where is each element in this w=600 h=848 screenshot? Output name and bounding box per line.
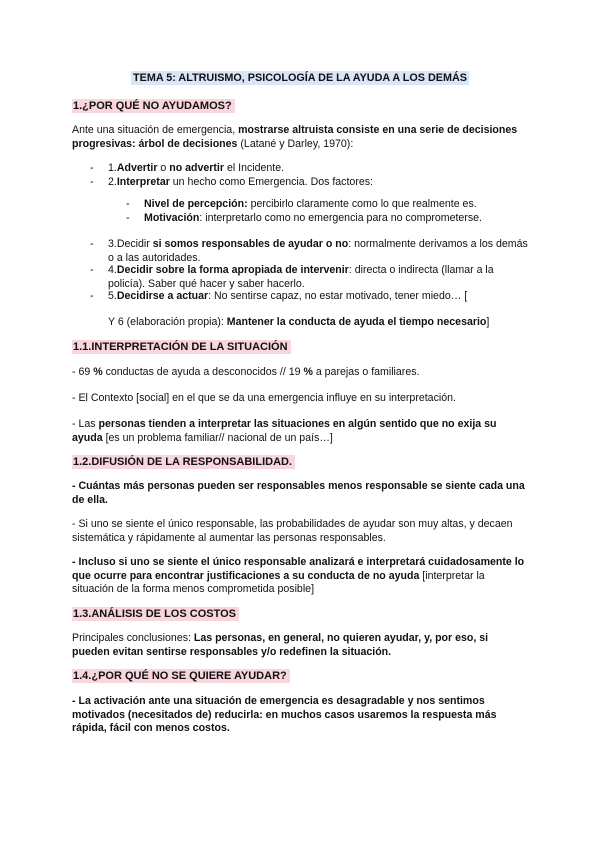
- paragraph: - Las personas tienden a interpretar las situaciones en algún sentido que no exija su ayuda [es un problema familiar// nacional de un país…]: [72, 418, 497, 444]
- intro-paragraph: Ante una situación de emergencia, mostrarse altruista consiste en una serie de decisiones progresivas: árbol de decisiones (Latané y Darley, 1970):: [72, 124, 518, 150]
- paragraph: - Incluso si uno se siente el único responsable analizará e interpretará cuidadosamente lo que ocurre para encontrar justificaciones a su conducta de no ayuda [interpretar la situación de la forma menos comprometida posible]: [72, 556, 525, 596]
- heading-costs: 1.3.ANÁLISIS DE LOS COSTOS: [72, 608, 239, 622]
- paragraph: - 69 % conductas de ayuda a desconocidos // 19 % a parejas o familiares.: [72, 366, 420, 378]
- heading-why-not-help: 1.4.¿POR QUÉ NO SE QUIERE AYUDAR?: [72, 670, 290, 684]
- heading-diffusion: 1.2.DIFUSIÓN DE LA RESPONSABILIDAD.: [72, 456, 295, 470]
- document-page: TEMA 5: ALTRUISMO, PSICOLOGÍA DE LA AYUDA A LOS DEMÁS 1.¿POR QUÉ NO AYUDAMOS? Ante una situación de emergencia, mostrarse altruista consiste en una serie de decisiones progresivas: árbol de decisiones (Latané y Darley, 1970): - 1.Advertir o no advertir el Incidente. - 2.Interpretar un hecho como Emergencia. Dos factores: - Nivel de percepción: percibirlo claramente como lo que realmente es. - Motivación: interpretarlo como no emergencia para no comprometerse. - 3.Decidir si somos responsables de ayudar o no: normalmente derivamos a los demás o a las autoridades. - 4.Decidir sobre la forma apropiada de intervenir: directa o indirecta (llamar a la policía). Saber qué hacer y saber hacerlo. - 5.Decidirse a actuar: No sentirse capaz, no estar motivado, tener miedo… [ Y 6 (elaboración propia): Mantener la conducta de ayuda el tiempo necesario] 1.1.INTERPRETACIÓN DE LA SITUACIÓN - 69 % conductas de ayuda a desconocidos // 19 % a parejas o familiares. - El Contexto [social] en el que se da una emergencia influye en su interpretación. - Las personas tienden a interpretar las situaciones en algún sentido que no exija su ayuda [es un problema familiar// nacional de un país…] 1.2.DIFUSIÓN DE LA RESPONSABILIDAD. - Cuántas más personas pueden ser responsables menos responsable se siente cada una de ella. - Si uno se siente el único responsable, las probabilidades de ayudar son muy altas, y decaen sistemática y rápidamente al aumentar las personas responsables. - Incluso si uno se siente el único responsable analizará e interpretará cuidadosamente lo que ocurre para encontrar justificaciones a su conducta de no ayuda [interpretar la situación de la forma menos comprometida posible] 1.3.ANÁLISIS DE LOS COSTOS Principales conclusiones: Las personas, en general, no quieren ayudar, y, por eso, si pueden evitan sentirse responsables y/o redefinen la situación. 1.4.¿POR QUÉ NO SE QUIERE AYUDAR? - La activación ante una situación de emergencia es desagradable y nos sentimos motivados (necesitados de) reducirla: en muchos casos usaremos la respuesta más rápida, fácil con menos costos.: [0, 0, 600, 848]
- paragraph: - El Contexto [social] en el que se da una emergencia influye en su interpretación.: [72, 392, 456, 404]
- document-title: TEMA 5: ALTRUISMO, PSICOLOGÍA DE LA AYUDA A LOS DEMÁS: [133, 72, 467, 84]
- heading-why-we-dont-help: 1.¿POR QUÉ NO AYUDAMOS?: [72, 100, 235, 114]
- paragraph: - Cuántas más personas pueden ser responsables menos responsable se siente cada una de ella.: [72, 480, 525, 506]
- paragraph: Principales conclusiones: Las personas, en general, no quieren ayudar, y, por eso, si pueden evitan sentirse responsables y/o redefinen la situación.: [72, 632, 489, 658]
- item-six: Y 6 (elaboración propia): Mantener la conducta de ayuda el tiempo necesario]: [108, 316, 490, 328]
- paragraph: - Si uno se siente el único responsable, las probabilidades de ayudar son muy altas, y decaen sistemática y rápidamente al aumentar las personas responsables.: [72, 518, 513, 544]
- heading-interpretation: 1.1.INTERPRETACIÓN DE LA SITUACIÓN: [72, 341, 291, 355]
- paragraph: - La activación ante una situación de emergencia es desagradable y nos sentimos motivados (necesitados de) reducirla: en muchos casos usaremos la respuesta más rápida, fácil con menos costos.: [72, 695, 497, 735]
